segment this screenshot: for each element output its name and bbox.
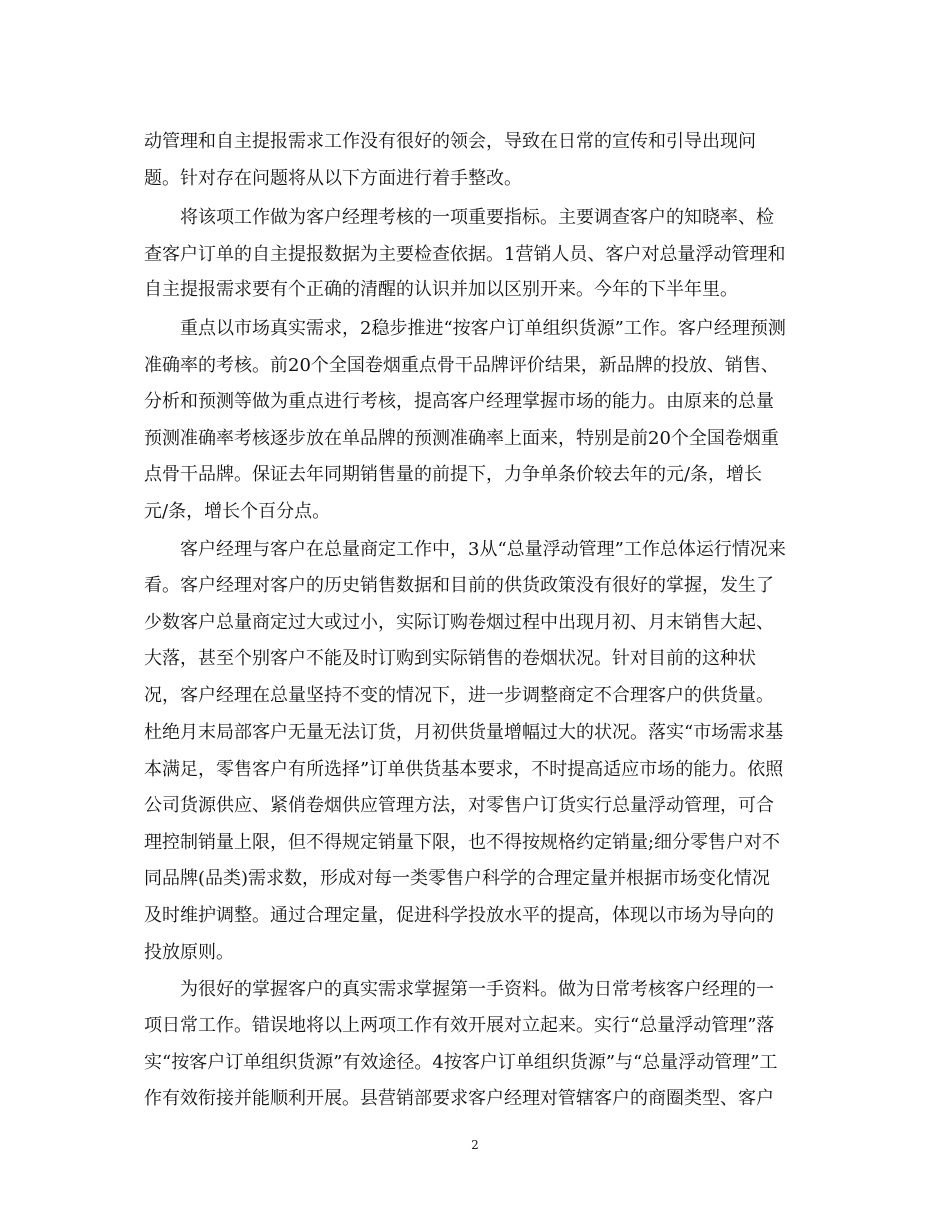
line-text: 况，客户经理在总量坚持不变的情况下，进一步调整商定不合理客户的供货量。 [144, 685, 774, 706]
line-text: 及时维护调整。通过合理定量，促进科学投放水平的提高，体现以市场为导向的 [144, 905, 774, 926]
text-line [0, 273, 950, 307]
text-line [0, 201, 950, 235]
line-text: 作有效衔接并能顺利开展。县营销部要求客户经理对管辖客户的商圈类型、客户 [144, 1088, 774, 1109]
line-text: 项日常工作。错误地将以上两项工作有效开展对立起来。实行“总量浮动管理”落 [144, 1015, 775, 1036]
line-text: 元/条，增长个百分点。 [144, 501, 331, 522]
text-line [0, 606, 950, 640]
text-line [0, 899, 950, 933]
line-text: 查客户订单的自主提报数据为主要检查依据。1营销人员、客户对总量浮动管理和 [144, 244, 786, 265]
text-line [0, 312, 950, 346]
text-line [0, 642, 950, 676]
line-text: 分析和预测等做为重点进行考核，提高客户经理掌握市场的能力。由原来的总量 [144, 391, 774, 412]
line-text: 为很好的掌握客户的真实需求掌握第一手资料。做为日常考核客户经理的一 [180, 979, 774, 1000]
line-text: 同品牌(品类)需求数，形成对每一类零售户科学的合理定量并根据市场变化情况 [144, 868, 771, 889]
text-line [0, 973, 950, 1007]
page-number: 2 [471, 1138, 479, 1152]
line-text: 实“按客户订单组织货源”有效途径。4按客户订单组织货源”与“总量浮动管理”工 [144, 1052, 778, 1073]
text-line [0, 569, 950, 603]
line-text: 本满足，零售客户有所选择”订单供货基本要求，不时提高适应市场的能力。依照 [144, 759, 784, 780]
text-line [0, 862, 950, 896]
text-line [0, 716, 950, 750]
text-line [0, 125, 950, 159]
line-text: 客户经理与客户在总量商定工作中，3从“总量浮动管理”工作总体运行情况来 [180, 539, 786, 560]
text-line [0, 826, 950, 860]
line-text: 理控制销量上限，但不得规定销量下限，也不得按规格约定销量;细分零售户对不 [144, 832, 781, 853]
line-text: 将该项工作做为客户经理考核的一项重要指标。主要调查客户的知晓率、检 [180, 207, 774, 228]
line-text: 题。针对存在问题将从以下方面进行着手整改。 [144, 168, 522, 189]
text-line [0, 936, 950, 970]
line-text: 杜绝月末局部客户无量无法订货，月初供货量增幅过大的状况。落实“市场需求基 [144, 722, 784, 743]
text-line [0, 679, 950, 713]
text-line [0, 385, 950, 419]
text-line [0, 162, 950, 196]
text-line [0, 422, 950, 456]
text-line [0, 1009, 950, 1043]
line-text: 公司货源供应、紧俏卷烟供应管理方法，对零售户订货实行总量浮动管理，可合 [144, 795, 774, 816]
line-text: 动管理和自主提报需求工作没有很好的领会，导致在日常的宣传和引导出现问 [144, 131, 756, 152]
line-text: 点骨干品牌。保证去年同期销售量的前提下，力争单条价较去年的元/条，增长 [144, 464, 763, 485]
text-line [0, 1046, 950, 1080]
text-line [0, 349, 950, 383]
text-line [0, 1082, 950, 1116]
line-text: 大落，甚至个别客户不能及时订购到实际销售的卷烟状况。针对目前的这种状 [144, 648, 756, 669]
text-line [0, 753, 950, 787]
line-text: 自主提报需求要有个正确的清醒的认识并加以区别开来。今年的下半年里。 [144, 279, 738, 300]
text-line [0, 458, 950, 492]
line-text: 看。客户经理对客户的历史销售数据和目前的供货政策没有很好的掌握，发生了 [144, 575, 774, 596]
text-line [0, 789, 950, 823]
line-text: 准确率的考核。前20个全国卷烟重点骨干品牌评价结果，新品牌的投放、销售、 [144, 355, 779, 376]
line-text: 重点以市场真实需求，2稳步推进“按客户订单组织货源”工作。客户经理预测 [180, 318, 786, 339]
line-text: 预测准确率考核逐步放在单品牌的预测准确率上面来，特别是前20个全国卷烟重 [144, 428, 779, 449]
text-line [0, 533, 950, 567]
line-text: 少数客户总量商定过大或过小，实际订购卷烟过程中出现月初、月末销售大起、 [144, 612, 774, 633]
text-line [0, 238, 950, 272]
line-text: 投放原则。 [144, 942, 234, 963]
text-line [0, 495, 950, 529]
